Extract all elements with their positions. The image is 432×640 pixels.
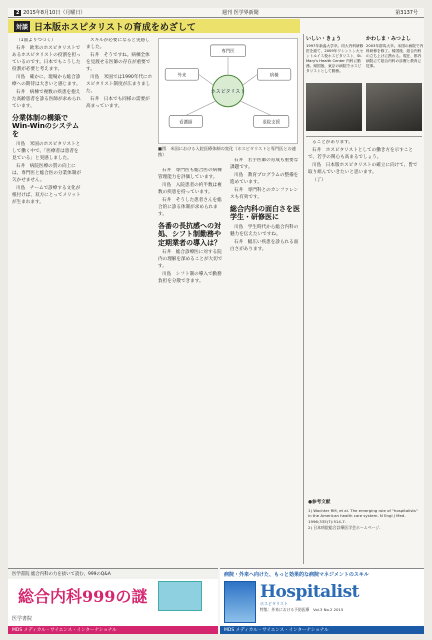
ad-hospitalist[interactable] xyxy=(220,568,424,634)
paragraph: （了） xyxy=(312,177,326,183)
hospitalist-diagram xyxy=(158,38,298,144)
profile-text: 2003年群馬大卒。米国の病院で内科研修を修了。帰国後、総合内科の立ち上げに携わる。現在、都内病院にて総合内科の診療と教育に従事。 xyxy=(366,44,424,68)
portrait-photo xyxy=(366,83,422,131)
paragraph: 石井 欧米のホスピタリストであるホスピタリストの役割を担っているのです。日本でもこうした役割が必要と考えます。 xyxy=(12,45,81,72)
article-tag: 対談 xyxy=(14,21,30,32)
article-title-bar xyxy=(8,19,300,33)
newspaper-page xyxy=(8,8,424,634)
column-divider xyxy=(303,34,304,564)
ad-description: 特集：外来における予防医療 Vol.3 No.2 2015 xyxy=(260,607,344,612)
paragraph: 川島 学生時代から総合内科の魅力を伝えたいですね。 xyxy=(230,224,299,237)
ad-logo: Hospitalist xyxy=(260,582,360,602)
ad-footer: MDS メディカル・サイエンス・インターナショナル xyxy=(220,626,424,634)
diagram-center-label: ホスピタリスト xyxy=(210,88,246,95)
paragraph: 石井 総合診療医に対する院内の理解を深めることが大切です。 xyxy=(158,249,223,269)
diagram-node-label: 退院支援 xyxy=(262,120,280,126)
header-left: 2 2015年8月10日（月曜日） xyxy=(16,10,86,16)
paragraph: 石井 日本でも同様の需要が高まっています。 xyxy=(86,96,150,109)
diagram-node-label: 病棟 xyxy=(269,73,279,79)
diagram-svg xyxy=(159,39,297,143)
header-paper: 週刊 医学界新聞 xyxy=(222,10,259,16)
paragraph: （1面よりつづく） xyxy=(16,38,56,43)
paragraph: 石井 そうした患者さんを総合的に診る体制が求められます。 xyxy=(158,197,222,217)
header-issue: 第3137号 xyxy=(395,10,418,16)
references-heading: ●参考文献 xyxy=(308,500,331,505)
text-column-1 xyxy=(12,38,82,560)
ad-book-cover xyxy=(158,581,202,611)
ad-headline: 病院・外来へ向けた、もっと効果的な病院マネジメントのスキル xyxy=(224,572,369,578)
paragraph: 石井 ホスピタリストとしての働き方を示すことで、若手の関心も高まるでしょう。 xyxy=(308,147,413,160)
paragraph: 川島 確かに、現場から総合診療への期待は大きいと感じます。 xyxy=(12,74,81,87)
diagram-node-label: 専門医 xyxy=(221,49,235,55)
paragraph: スキルが必要になると実感しました。 xyxy=(86,38,150,50)
profile-name: いしい・きょう xyxy=(306,36,342,42)
paragraph: 川島 米国では1990年代にホスピタリスト制度が広まりました。 xyxy=(86,74,153,94)
reference-item: 2) 日本病院総合診療医学会ホームページ. xyxy=(308,524,381,530)
text-column-4 xyxy=(230,158,300,560)
page-header xyxy=(8,8,424,18)
paragraph: 川島 米国のホスピタリストとして働く中で、「医療者は患者を見ている」と実感しました。 xyxy=(12,141,81,161)
reference-item: 1) Wachter RM, et al. The emerging role of "hospitalists" in the American health care system. N Engl J Med. 1996;335(7):514-7. xyxy=(308,507,418,524)
portrait-photo xyxy=(306,83,362,131)
paragraph: 川島 チームで診療する文化が根付けば、双方にとってメリットが生まれます。 xyxy=(12,185,81,205)
section-heading: 総合内科の面白さを医学生・研修医に xyxy=(230,204,300,222)
paragraph: 石井 専門科とのカンファレンスも有効です。 xyxy=(230,187,299,200)
paragraph: 石井 そうですね。病棟全体を見渡せる医師の存在が重要です。 xyxy=(86,52,151,72)
ad-publisher: 医学書院 xyxy=(12,616,33,622)
ad-book-title: 総合内科999の謎 xyxy=(18,587,148,606)
paragraph: 石井 幅広い疾患を診られる面白さがあります。 xyxy=(230,239,299,252)
paragraph: 石井 病棟で複数の疾患を抱えた高齢患者を診る医師が求められています。 xyxy=(12,89,81,109)
profile-text: 1997年新潟大学卒。同大内科研修医を経て、2009年ワシントン大セントルイス校ホスピタリスト、St. Mary's Health Center 内科に勤務。帰国後、東京の病院でホスピタリストとして勤務。 xyxy=(306,44,364,73)
ad-sogo-naika[interactable] xyxy=(8,568,218,634)
diagram-node-label: 看護師 xyxy=(179,120,193,126)
text-column-3 xyxy=(158,168,226,560)
paragraph: 石井 若手医師の育成も重要な課題です。 xyxy=(230,158,299,170)
ad-logo-sub: ホスピタリスト xyxy=(260,601,288,606)
text-column-2 xyxy=(86,38,154,560)
text-column-5 xyxy=(308,140,420,496)
paragraph: 石井 病院医療の質の向上には、専門医と総合医の分業体制が欠かせません。 xyxy=(12,163,81,183)
profile-name: かわしま・みつよし xyxy=(366,36,411,42)
paragraph: 川島 教育プログラムの整備を進めています。 xyxy=(230,172,299,185)
section-heading: 分業体制の構築でWin-Winのシステムを xyxy=(12,113,80,139)
ad-top-text: 医学書院 総合内科の力を抜いて読む、999のQ&A xyxy=(8,569,218,579)
ad-footer: MDS メディカル・サイエンス・インターナショナル xyxy=(8,626,218,634)
references xyxy=(308,500,420,530)
article-title: 日本版ホスピタリストの育成をめざして xyxy=(34,22,196,33)
profile-divider xyxy=(306,136,422,137)
figure-caption: ■図 米国における入院医療体制の変化（ホスピタリストと専門医との連携） xyxy=(158,146,296,157)
section-heading: 各番の長抗感への対処、シフト制勤務や定期業者の導入は？ xyxy=(158,221,221,247)
paragraph: 石井 専門医も総合医の病棟管理能力を評価しています。 xyxy=(158,168,222,180)
ad-magazine-cover xyxy=(224,581,256,623)
diagram-node-label: 外来 xyxy=(177,73,187,79)
paragraph: ることがあります。 xyxy=(312,140,353,145)
paragraph: 川島 入院患者の約半数は複数の疾患を持っています。 xyxy=(158,182,222,195)
paragraph: 川島 日本版ホスピタリストの確立に向けて、皆で取り組んでいきたいと思います。 xyxy=(308,162,418,175)
paragraph: 川島 シフト制の導入で勤務負担を分散できます。 xyxy=(158,271,222,284)
